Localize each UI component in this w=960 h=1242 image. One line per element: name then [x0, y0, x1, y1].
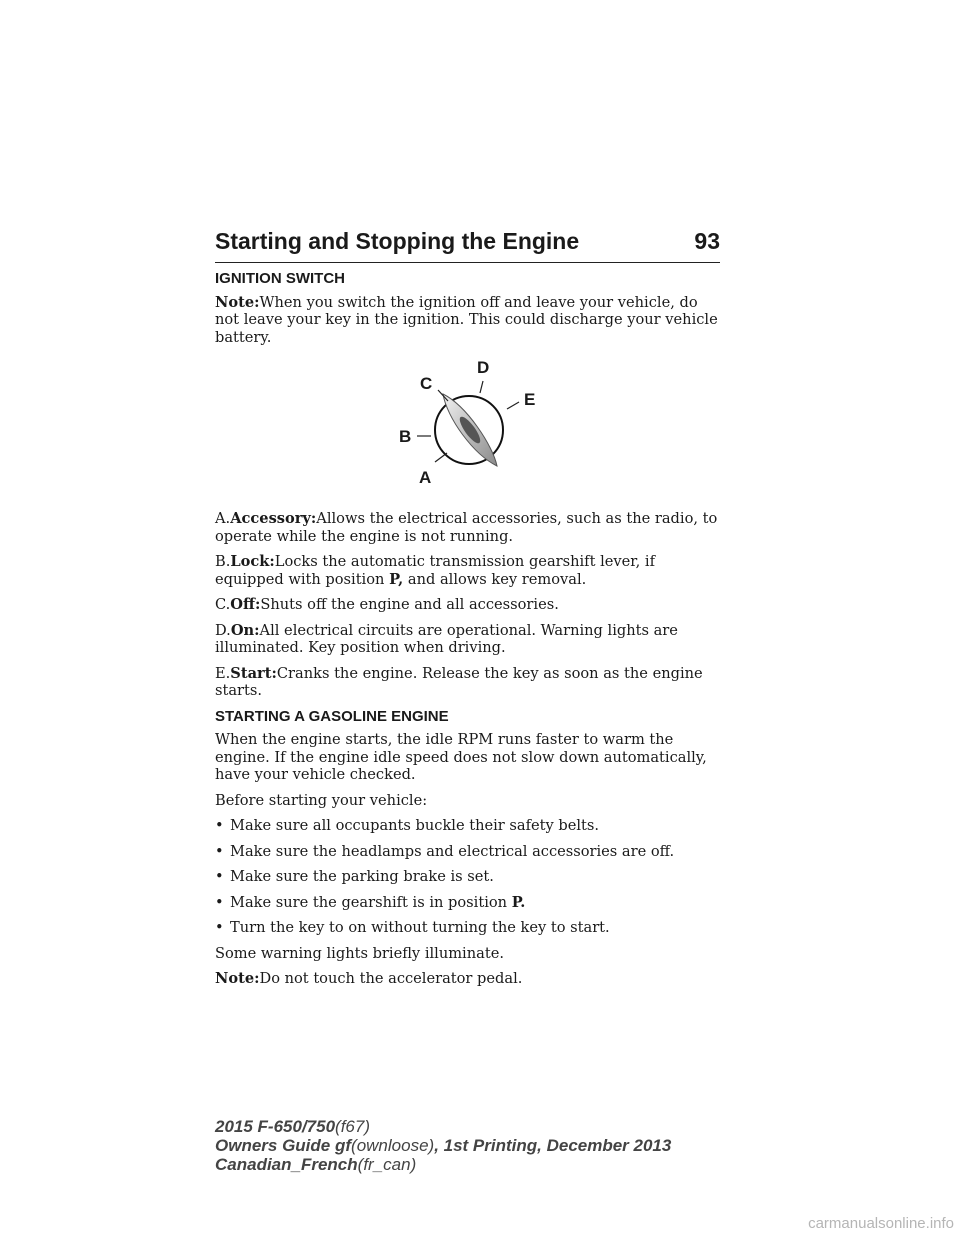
note-ignition: Note:When you switch the ignition off and leave your vehicle, do not leave your key in the ignition. This could discharge your vehicle battery. [215, 293, 718, 346]
ignition-switch-diagram [215, 354, 725, 504]
position-start: E.Start:Cranks the engine. Release the key as soon as the engine starts. [215, 664, 703, 699]
position-lock: B.Lock:Locks the automatic transmission gearshift lever, if equipped with position P, and allows key removal. [215, 553, 655, 588]
diagram-label-e: E [524, 390, 536, 409]
gasoline-para-3: Some warning lights briefly illuminate. [215, 944, 504, 962]
page-number: 93 [694, 228, 720, 254]
list-item: • Make sure the parking brake is set. [215, 868, 494, 885]
position-on: D.On:All electrical circuits are operational. Warning lights are illuminated. Key position when driving. [215, 621, 678, 656]
list-item: • Make sure the gearshift is in position P. [215, 893, 526, 911]
diagram-label-b: B [399, 427, 412, 446]
position-accessory: A.Accessory:Allows the electrical accessories, such as the radio, to operate while the engine is not running. [215, 510, 718, 545]
gasoline-para-1: When the engine starts, the idle RPM runs faster to warm the engine. If the engine idle speed does not slow down automatically, have your vehicle checked. [215, 731, 707, 783]
watermark: carmanualsonline.info [808, 1215, 954, 1232]
tick-d [480, 381, 483, 393]
list-item: • Turn the key to on without turning the key to start. [215, 919, 610, 936]
diagram-label-a: A [419, 468, 432, 487]
page-header [215, 228, 720, 263]
diagram-label-c: C [420, 374, 433, 393]
tick-a [435, 453, 447, 462]
bullet-icon: • [215, 868, 224, 885]
position-off: C.Off:Shuts off the engine and all accessories. [215, 596, 559, 613]
tick-e [507, 402, 519, 409]
diagram-label-d: D [477, 358, 490, 377]
bullet-icon: • [215, 842, 224, 860]
page-footer [215, 1117, 671, 1174]
ignition-diagram-svg [215, 354, 725, 504]
bullet-icon: • [215, 893, 224, 911]
gasoline-para-2: Before starting your vehicle: [215, 791, 428, 809]
page-title: Starting and Stopping the Engine [215, 228, 580, 254]
section-heading-ignition: IGNITION SWITCH [215, 270, 345, 287]
bullet-icon: • [215, 919, 224, 936]
footer-line-1: 2015 F-650/750(f67) [215, 1117, 371, 1136]
note-accelerator: Note:Do not touch the accelerator pedal. [215, 970, 523, 987]
footer-line-3: Canadian_French(fr_can) [215, 1155, 417, 1174]
list-item: • Make sure all occupants buckle their safety belts. [215, 817, 600, 834]
page-content [215, 270, 725, 996]
footer-line-2: Owners Guide gf(ownloose), 1st Printing, December 2013 [215, 1136, 672, 1155]
list-item: • Make sure the headlamps and electrical accessories are off. [215, 842, 675, 860]
section-heading-gasoline: STARTING A GASOLINE ENGINE [215, 707, 449, 725]
bullet-icon: • [215, 817, 224, 834]
